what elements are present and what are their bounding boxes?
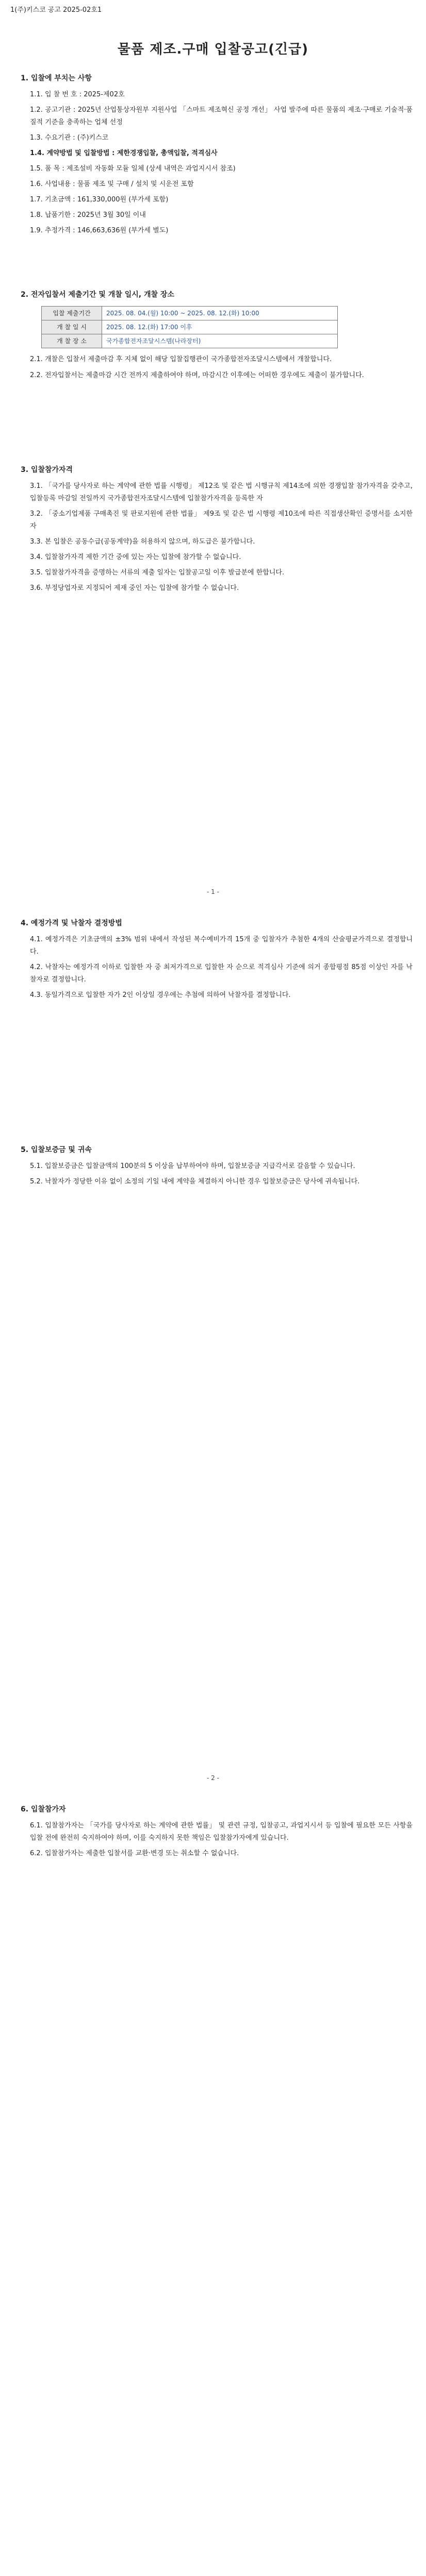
table-row — [42, 334, 338, 348]
s1-item: 1.4. 계약방법 및 입찰방법 : 제한경쟁입찰, 총액입찰, 적격심사 — [30, 149, 218, 158]
table-label: 개 찰 일 시 — [42, 320, 102, 334]
s1-item: 1.7. 기초금액 : 161,330,000원 (부가세 포함) — [30, 196, 169, 204]
section-1-heading: 1. 입찰에 부치는 사항 — [21, 74, 92, 82]
section-5 — [21, 1144, 413, 1191]
table-label: 입찰 제출기간 — [42, 306, 102, 320]
s3-item: 3.6. 부정당업자로 지정되어 제재 중인 자는 입찰에 참가할 수 없습니다. — [30, 584, 239, 592]
section-1 — [21, 72, 413, 240]
section-6-heading: 6. 입찰참가자 — [21, 1805, 66, 1814]
doc-header: 1(주)키스코 공고 2025-02호1 — [10, 6, 102, 14]
section-6 — [21, 1803, 413, 1863]
section-3 — [21, 464, 413, 598]
s5-item: 5.1. 입찰보증금은 입찰금액의 100분의 5 이상을 납부하여야 하며, 입찰보증금 지급각서로 갈음할 수 있습니다. — [30, 1162, 355, 1170]
section-5-heading: 5. 입찰보증금 및 귀속 — [21, 1146, 92, 1154]
s3-item: 3.2. 「중소기업제품 구매촉진 및 판로지원에 관한 법률」 제9조 및 같은 법 시행령 제10조에 따른 직접생산확인 증명서를 소지한 자 — [30, 510, 413, 531]
s4-item: 4.1. 예정가격은 기초금액의 ±3% 범위 내에서 작성된 복수예비가격 15개 중 입찰자가 추첨한 4개의 산술평균가격으로 결정합니다. — [30, 935, 413, 956]
table-row — [42, 320, 338, 334]
s1-item: 1.3. 수요기관 : (주)키스코 — [30, 134, 109, 142]
section-4 — [21, 917, 413, 1005]
s6-item: 6.2. 입찰참가자는 제출한 입찰서를 교환·변경 또는 취소할 수 없습니다. — [30, 1849, 239, 1857]
s1-item: 1.8. 납품기한 : 2025년 3월 30일 이내 — [30, 211, 146, 219]
s1-item: 1.5. 품 목 : 제조설비 자동화 모듈 일체 (상세 내역은 과업지시서 참조) — [30, 165, 236, 173]
section-3-heading: 3. 입찰참가자격 — [21, 466, 73, 474]
table-value: 2025. 08. 12.(화) 17:00 이후 — [102, 320, 338, 334]
table-value: 2025. 08. 04.(월) 10:00 ~ 2025. 08. 12.(화) 10:00 — [102, 306, 338, 320]
s2-item: 2.2. 전자입찰서는 제출마감 시간 전까지 제출하여야 하며, 마감시간 이후에는 어떠한 경우에도 제출이 불가합니다. — [30, 371, 364, 379]
s3-item: 3.3. 본 입찰은 공동수급(공동계약)을 허용하지 않으며, 하도급은 불가합니다. — [30, 538, 255, 546]
page-number: - 2 - — [207, 1774, 219, 1782]
s5-item: 5.2. 낙찰자가 정당한 이유 없이 소정의 기일 내에 계약을 체결하지 아니한 경우 입찰보증금은 당사에 귀속됩니다. — [30, 1177, 360, 1185]
page-number: - 1 - — [207, 888, 219, 895]
section-2-heading: 2. 전자입찰서 제출기간 및 개찰 일시, 개찰 장소 — [21, 291, 174, 299]
section-2 — [21, 289, 413, 385]
table-value: 국가종합전자조달시스템(나라장터) — [102, 334, 338, 348]
table-row — [42, 306, 338, 320]
page-title: 물품 제조.구매 입찰공고(긴급) — [117, 42, 309, 57]
s1-item: 1.6. 사업내용 : 물품 제조 및 구매 / 설치 및 시운전 포함 — [30, 180, 194, 189]
s4-item: 4.2. 낙찰자는 예정가격 이하로 입찰한 자 중 최저가격으로 입찰한 자 순으로 적격심사 기준에 의거 종합평점 85점 이상인 자를 낙찰자로 결정합니다. — [30, 963, 413, 984]
s3-item: 3.5. 입찰참가자격을 증명하는 서류의 제출 일자는 입찰공고일 이후 발급분에 한합니다. — [30, 569, 285, 577]
table-label: 개 찰 장 소 — [42, 334, 102, 348]
section-4-heading: 4. 예정가격 및 낙찰자 결정방법 — [21, 919, 122, 927]
s2-item: 2.1. 개찰은 입찰서 제출마감 후 지체 없이 해당 입찰집행관이 국가종합전자조달시스템에서 개찰합니다. — [30, 355, 332, 364]
s4-item: 4.3. 동일가격으로 입찰한 자가 2인 이상일 경우에는 추첨에 의하여 낙찰자를 결정합니다. — [30, 991, 291, 999]
s1-item: 1.9. 추정가격 : 146,663,636원 (부가세 별도) — [30, 227, 169, 235]
s3-item: 3.4. 입찰참가자격 제한 기간 중에 있는 자는 입찰에 참가할 수 없습니다. — [30, 553, 241, 562]
s3-item: 3.1. 「국가를 당사자로 하는 계약에 관한 법률 시행령」 제12조 및 같은 법 시행규칙 제14조에 의한 경쟁입찰 참가자격을 갖추고, 입찰등록 마감일 전일까지 국가종합전자조달시스템에 입찰참가자격을 등록한 자 — [30, 482, 413, 502]
s1-item: 1.2. 공고기관 : 2025년 산업통상자원부 지원사업 「스마트 제조혁신 공정 개선」 사업 발주에 따른 물품의 제조·구매로 기술적·품질적 기준을 충족하는 업체 선정 — [30, 106, 413, 126]
s6-item: 6.1. 입찰참가자는 「국가를 당사자로 하는 계약에 관한 법률」 및 관련 규정, 입찰공고, 과업지시서 등 입찰에 필요한 모든 사항을 입찰 전에 완전히 숙지하여야 하며, 이를 숙지하지 못한 책임은 입찰참가자에게 있습니다. — [30, 1821, 413, 1842]
schedule-table — [41, 306, 338, 349]
s1-item: 1.1. 입 찰 번 호 : 2025-제02호 — [30, 90, 125, 98]
